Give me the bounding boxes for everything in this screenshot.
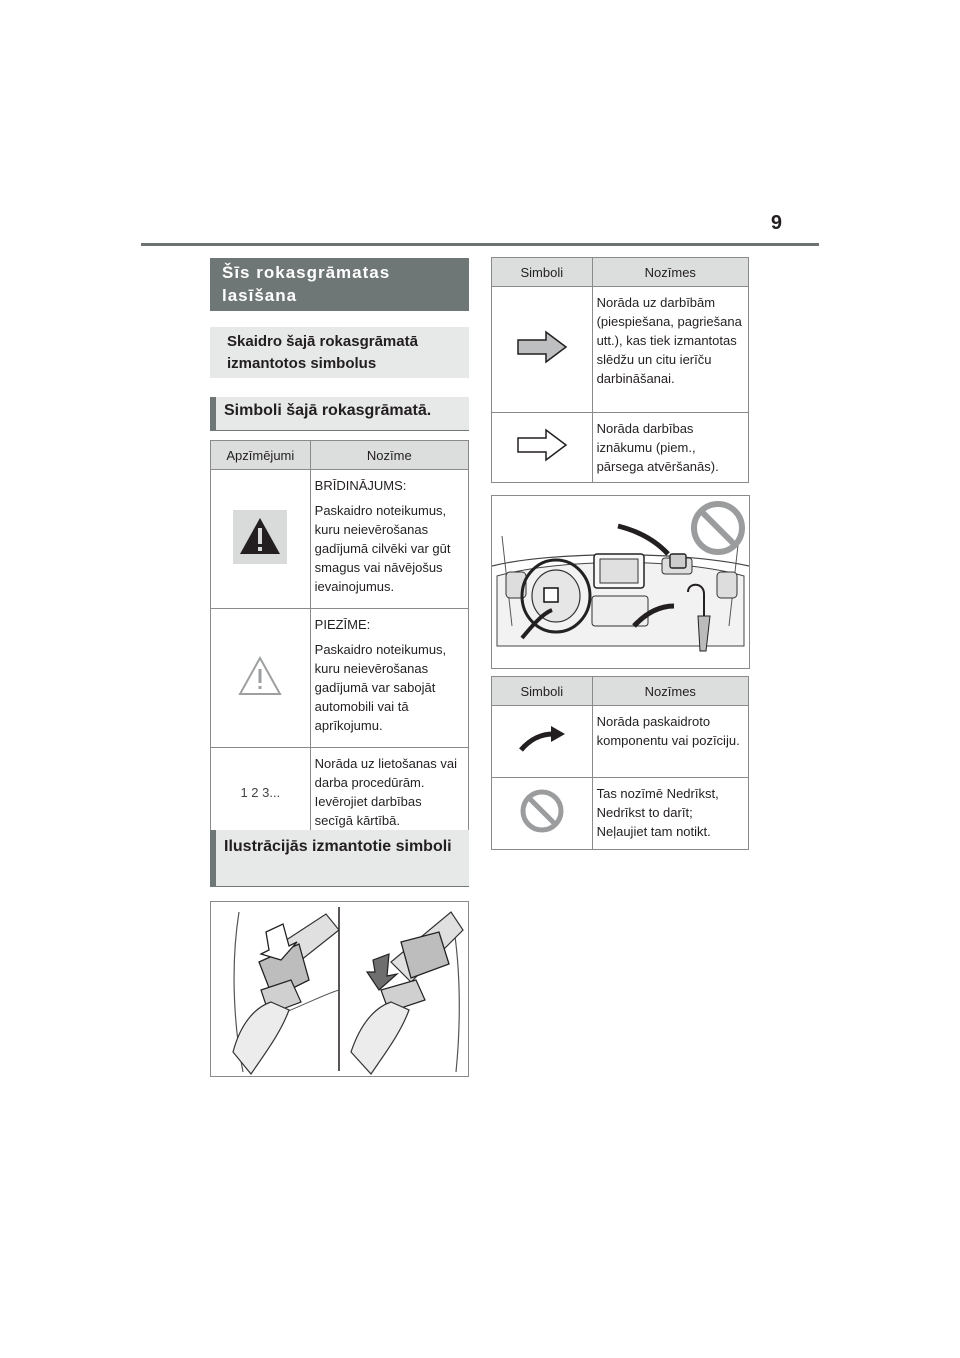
meaning-cell xyxy=(310,470,468,609)
table-header-row xyxy=(211,441,469,470)
table-row xyxy=(211,470,469,609)
curved-pointer-arrow-icon xyxy=(517,724,567,754)
row-title: BRĪDINĀJUMS: xyxy=(314,478,407,493)
symbol-cell xyxy=(492,287,593,413)
prohibited-icon xyxy=(518,787,566,835)
header-rule xyxy=(141,243,819,246)
symbol-cell xyxy=(492,778,593,850)
meaning-cell xyxy=(592,287,748,413)
symbols-table-manual xyxy=(210,440,469,837)
step-numbers-icon: 1 2 3... xyxy=(240,784,281,800)
section-title-reading: Šīs rokasgrāmatas lasīšana xyxy=(210,258,469,311)
meaning-cell xyxy=(310,609,468,748)
row-title: PIEZĪME: xyxy=(314,617,371,632)
column-header: Apzīmējumi xyxy=(211,441,311,470)
table-row xyxy=(492,706,749,778)
heading-symbols-manual: Simboli šajā rokasgrāmatā. xyxy=(210,397,469,431)
table-row xyxy=(492,413,749,483)
table-header-row xyxy=(492,258,749,287)
meaning-cell xyxy=(310,748,468,837)
row-text: Norāda paskaidroto komponentu vai pozīciju. xyxy=(596,714,740,748)
notice-triangle-outline-icon xyxy=(237,655,283,697)
symbol-cell xyxy=(492,706,593,778)
meaning-cell xyxy=(592,706,748,778)
row-text: Norāda uz darbībām (piespiešana, pagriešana utt.), kas tiek izmantotas slēdžu un citu ierīču darbināšanai. xyxy=(596,295,742,386)
outline-result-arrow-icon xyxy=(516,428,568,462)
table-row xyxy=(211,748,469,837)
symbol-cell xyxy=(211,470,311,609)
table-row xyxy=(211,609,469,748)
seatbelt-buckle-image xyxy=(211,902,468,1076)
solid-operation-arrow-icon xyxy=(516,330,568,364)
seatbelt-illustration xyxy=(210,901,469,1077)
meaning-cell xyxy=(592,413,748,483)
symbol-cell xyxy=(211,748,311,837)
symbols-table-arrows xyxy=(491,257,749,483)
warning-triangle-filled-icon xyxy=(233,510,287,564)
column-header: Simboli xyxy=(492,258,593,287)
table-row xyxy=(492,287,749,413)
table-header-row xyxy=(492,677,749,706)
symbol-cell xyxy=(211,609,311,748)
page-number: 9 xyxy=(770,212,782,234)
symbol-cell xyxy=(492,413,593,483)
column-header: Nozīmes xyxy=(592,677,748,706)
row-text: Paskaidro noteikumus, kuru neievērošanas gadījumā var sabojāt automobili vai tā aprīkojumu. xyxy=(314,642,447,733)
heading-illustration-symbols: Ilustrācijās izmantotie simboli xyxy=(210,830,469,887)
table-row xyxy=(492,778,749,850)
section-subtitle-reading: Skaidro šajā rokasgrāmatā izmantotos simbolus xyxy=(210,327,469,378)
column-header: Simboli xyxy=(492,677,593,706)
column-header: Nozīme xyxy=(310,441,468,470)
meaning-cell xyxy=(592,778,748,850)
dashboard-illustration xyxy=(491,495,750,669)
row-text: Paskaidro noteikumus, kuru neievērošanas gadījumā cilvēki var gūt smagus vai nāvējošus ievainojumus. xyxy=(314,503,451,594)
row-text: Tas nozīmē Nedrīkst, Nedrīkst to darīt; Neļaujiet tam notikt. xyxy=(596,786,719,839)
dashboard-image xyxy=(492,496,749,668)
column-header: Nozīmes xyxy=(592,258,748,287)
row-text: Norāda darbības iznākumu (piem., pārsega atvēršanās). xyxy=(596,421,719,474)
symbols-table-pointers xyxy=(491,676,749,850)
row-text: Norāda uz lietošanas vai darba procedūrām. Ievērojiet darbības secīgā kārtībā. xyxy=(314,756,458,828)
